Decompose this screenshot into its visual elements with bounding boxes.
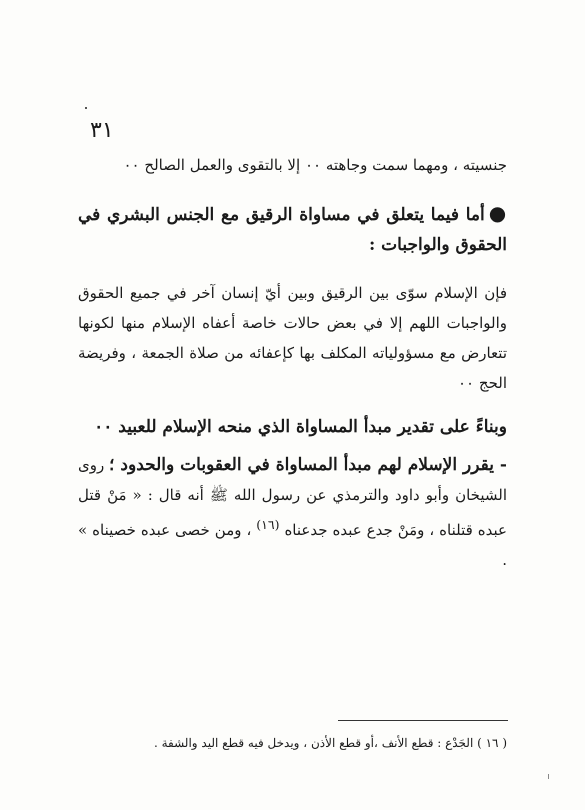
- paragraph-4-end: ، ومن خصى عبده خصيناه » .: [78, 521, 507, 569]
- section-heading-slaves-equality: [78, 198, 507, 260]
- paragraph-4-lead: - يقرر الإسلام لهم مبدأ المساواة في العقوبات والحدود ؛: [109, 455, 507, 475]
- paragraph-2: فإن الإسلام سوّى بين الرقيق وبين أيّ إنسان آخر في جميع الحقوق والواجبات اللهم إلا في بعض حالات خاصة أعفاه الإسلام منها لكونها تتعارض مع مسؤولياته المكلف بها كإعفائه من صلاة الجمعة ، وفريضة الحج ٠٠: [78, 284, 507, 392]
- footnote: ( ١٦ ) الجَدْع : قطع الأنف ،أو قطع الأذن ، ويدخل فيه قطع اليد والشفة .: [153, 736, 507, 750]
- paragraph-1: جنسيته ، ومهما سمت وجاهته ٠٠ إلا بالتقوى والعمل الصالح ٠٠: [123, 156, 507, 174]
- heading-text: أما فيما يتعلق في مساواة الرقيق مع الجنس البشري في الحقوق والواجبات :: [78, 205, 507, 255]
- footnote-divider: [338, 720, 508, 721]
- paragraph-3: وبناءً على تقدير مبدأ المساواة الذي منحه الإسلام للعبيد ٠٠: [94, 417, 507, 437]
- page-number: ٣١: [90, 118, 114, 143]
- bullet-icon: ●: [488, 201, 507, 225]
- body-text: [78, 150, 507, 575]
- paragraph-4-body: روى الشيخان وأبو داود والترمذي عن رسول الله ﷺ أنه قال : « مَنْ قتل عبده قتلناه ، ومَنْ جدع عبده جدعناه: [78, 456, 507, 539]
- scan-speck: [85, 107, 87, 109]
- scan-speck: [548, 774, 549, 779]
- footnote-ref: (١٦): [256, 517, 280, 532]
- paragraph-4: [78, 450, 507, 575]
